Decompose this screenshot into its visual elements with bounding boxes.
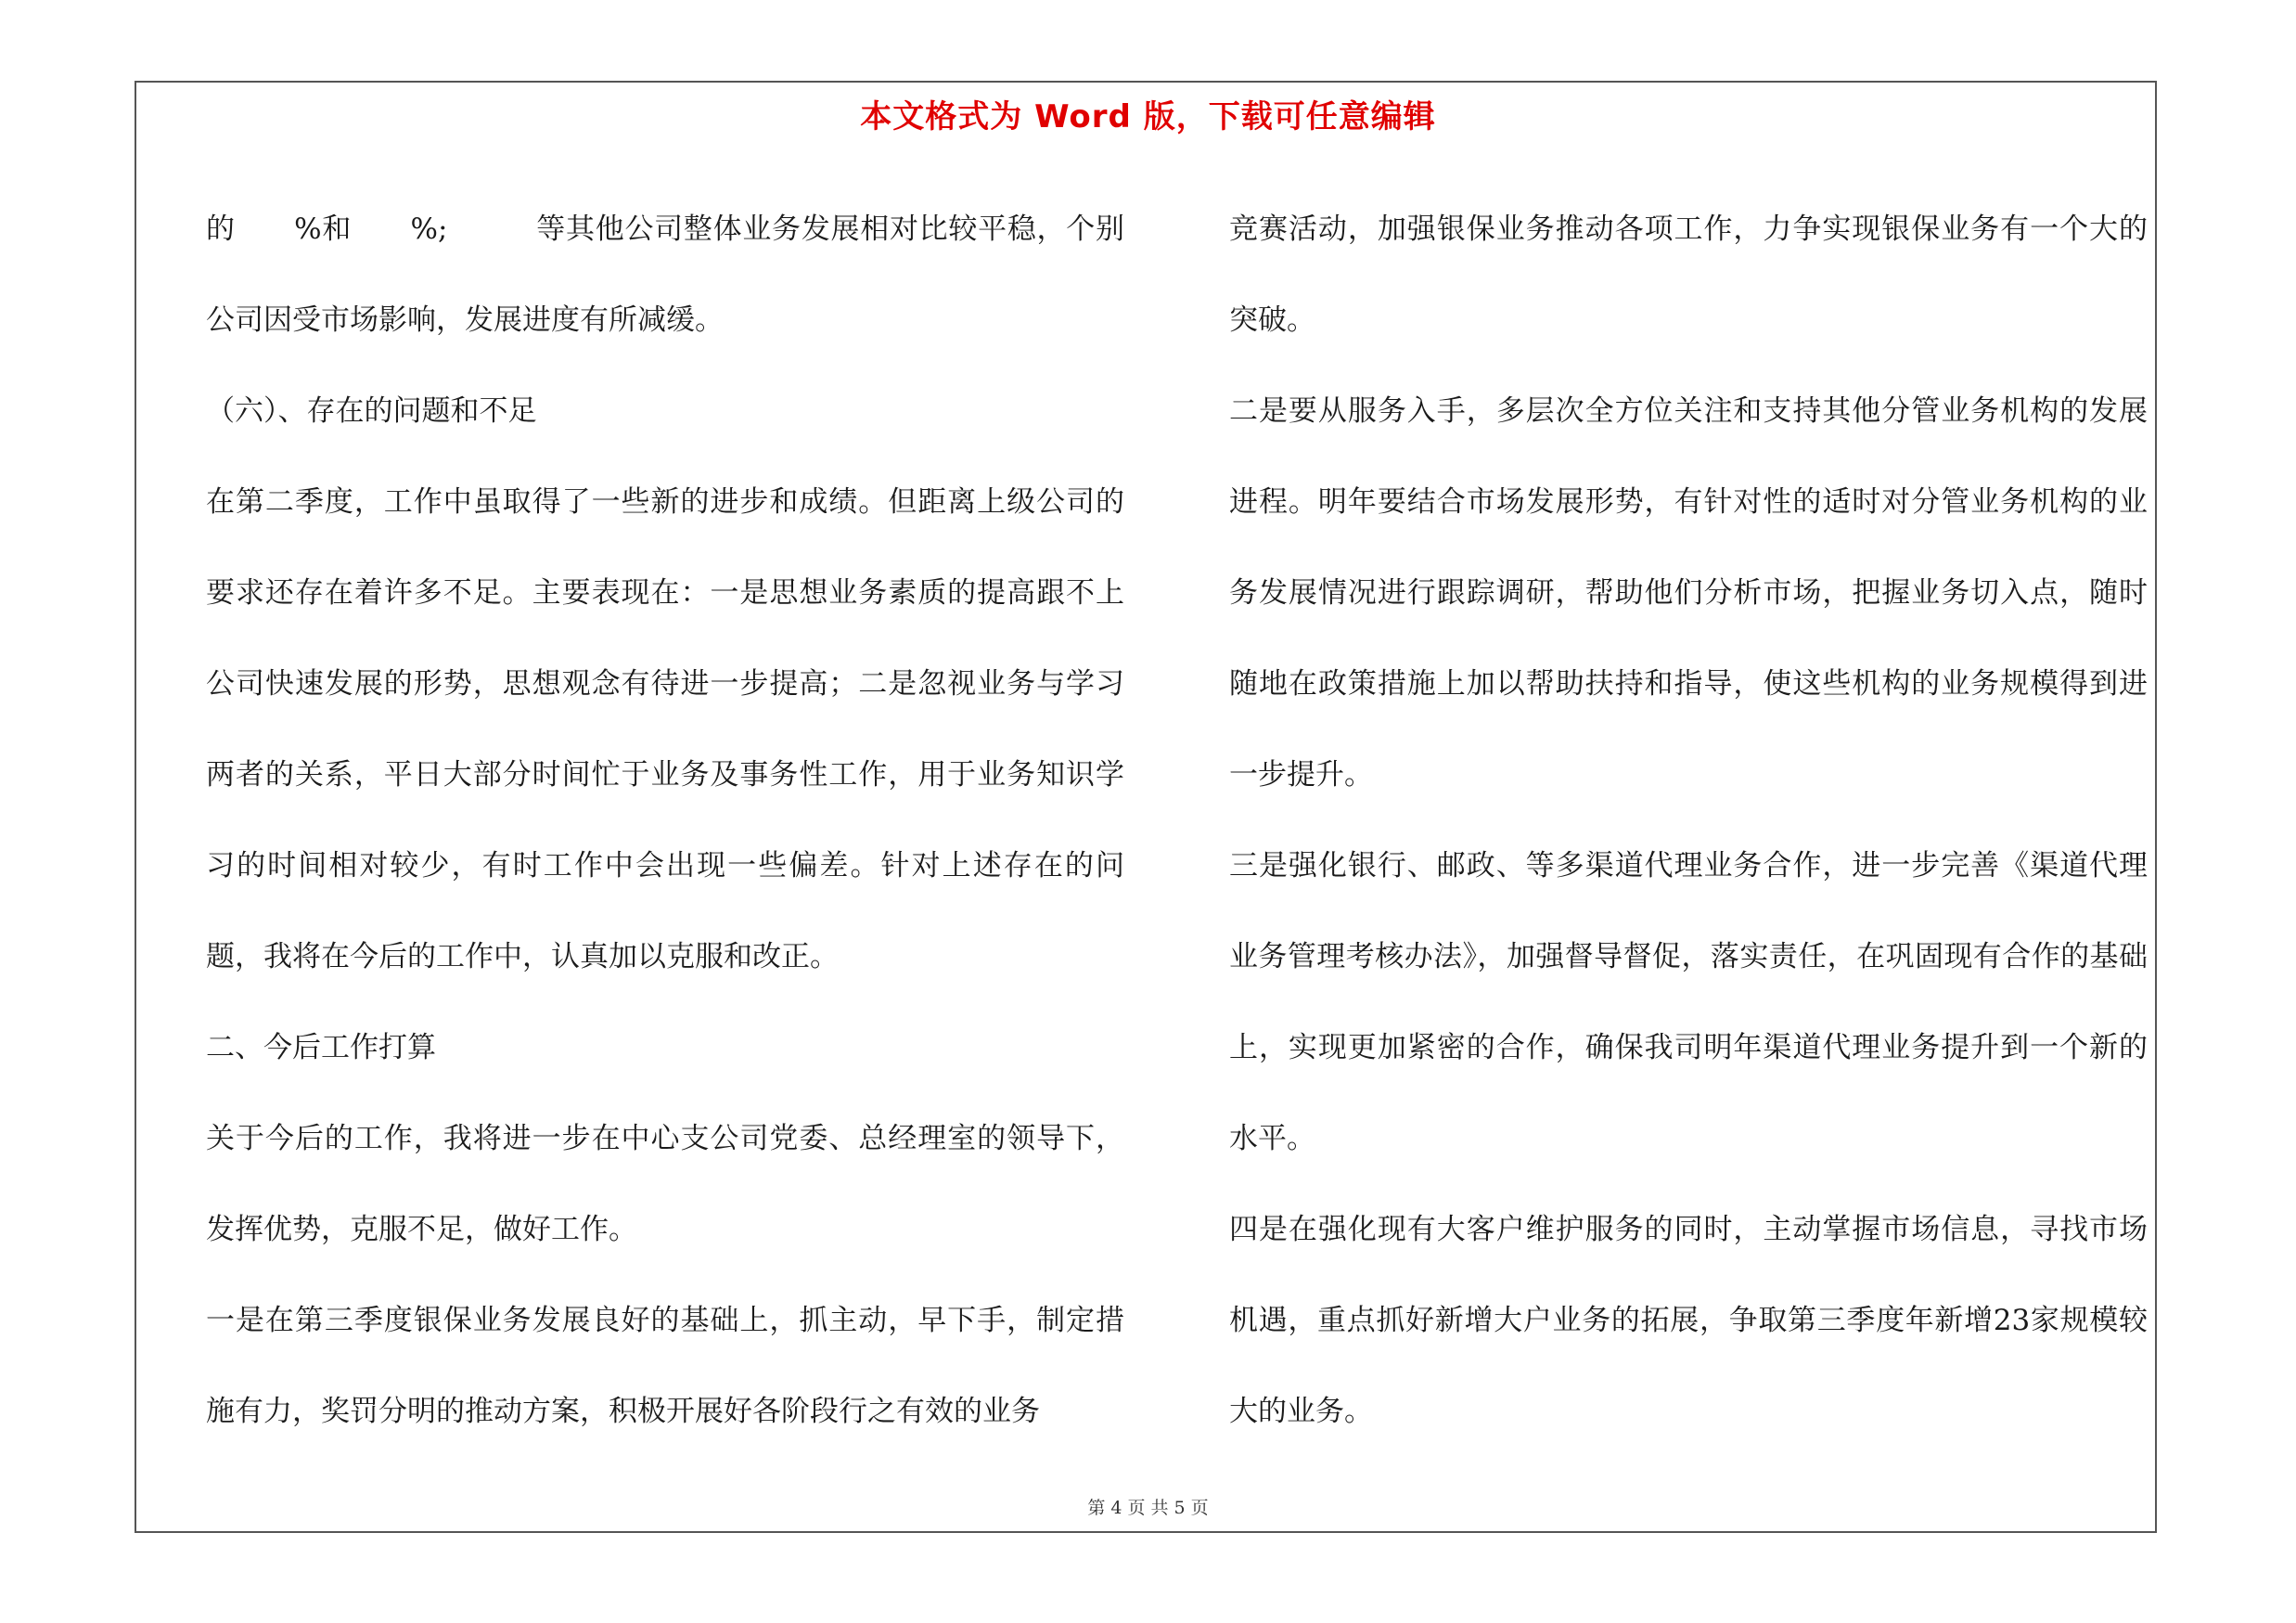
right-column (1229, 184, 2148, 1457)
section-heading: 二、今后工作打算 (206, 1031, 436, 1064)
paragraph: 四是在强化现有大客户维护服务的同时，主动掌握市场信息，寻找市场机遇，重点抓好新增大户业务的拓展，争取第三季度年新增23家规模较大的业务。 (1229, 1213, 2148, 1428)
left-column (206, 184, 1124, 1457)
paragraph: 的 %和 %; 等其他公司整体业务发展相对比较平稳，个别公司因受市场影响，发展进度有所减缓。 (206, 213, 1124, 337)
paragraph: 在第二季度，工作中虽取得了一些新的进步和成绩。但距离上级公司的要求还存在着许多不足。主要表现在：一是思想业务素质的提高跟不上公司快速发展的形势，思想观念有待进一步提高；二是忽视业务与学习两者的关系，平日大部分时间忙于业务及事务性工作，用于业务知识学习的时间相对较少，有时工作中会出现一些偏差。针对上述存在的问题，我将在今后的工作中，认真加以克服和改正。 (206, 485, 1124, 973)
paragraph: 二是要从服务入手，多层次全方位关注和支持其他分管业务机构的发展进程。明年要结合市场发展形势，有针对性的适时对分管业务机构的业务发展情况进行跟踪调研，帮助他们分析市场，把握业务切入点，随时随地在政策措施上加以帮助扶持和指导，使这些机构的业务规模得到进一步提升。 (1229, 394, 2148, 792)
section-heading: （六）、存在的问题和不足 (206, 394, 537, 428)
paragraph: 竞赛活动，加强银保业务推动各项工作，力争实现银保业务有一个大的突破。 (1229, 213, 2148, 337)
word-format-banner: 本文格式为 Word 版，下载可任意编辑 (860, 98, 1436, 135)
paragraph: 关于今后的工作，我将进一步在中心支公司党委、总经理室的领导下，发挥优势，克服不足，做好工作。 (206, 1122, 1124, 1246)
paragraph: 三是强化银行、邮政、等多渠道代理业务合作，进一步完善《渠道代理业务管理考核办法》，加强督导督促，落实责任，在巩固现有合作的基础上，实现更加紧密的合作，确保我司明年渠道代理业务提升到一个新的水平。 (1229, 849, 2148, 1155)
page-number-footer: 第 4 页 共 5 页 (1087, 1498, 1209, 1518)
paragraph: 一是在第三季度银保业务发展良好的基础上，抓主动，早下手，制定措施有力，奖罚分明的推动方案，积极开展好各阶段行之有效的业务 (206, 1304, 1124, 1428)
